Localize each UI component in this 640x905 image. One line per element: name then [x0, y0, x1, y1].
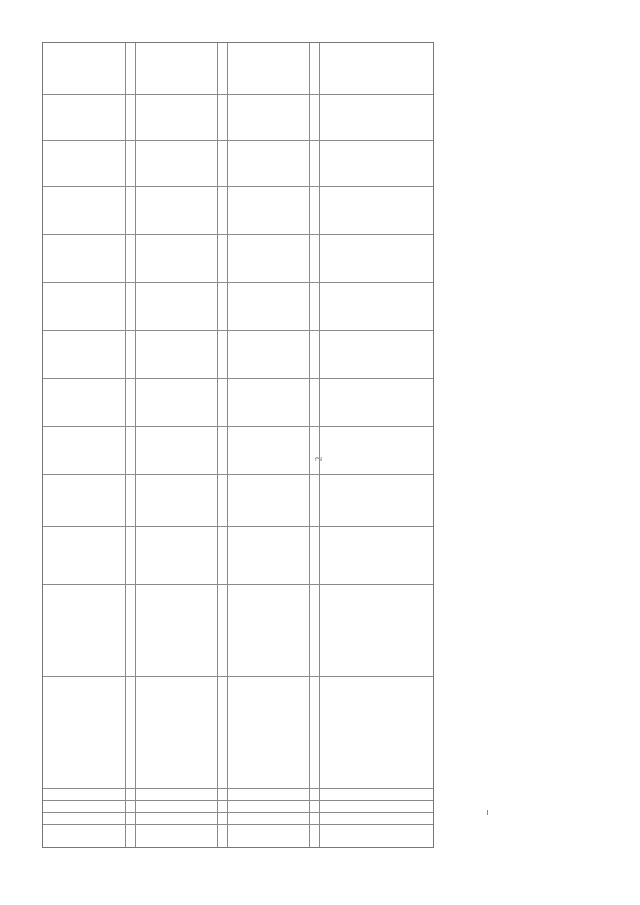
row-rule — [319, 43, 320, 847]
data-table-rotated — [42, 42, 434, 848]
indicator-cell — [230, 589, 306, 675]
note-cell — [46, 45, 122, 139]
note-cell — [230, 45, 306, 139]
scan-mark — [487, 810, 488, 815]
row-rule — [309, 43, 310, 847]
activity-cell — [138, 681, 214, 787]
column-rule — [43, 676, 433, 677]
column-rule — [43, 378, 433, 379]
column-rule — [43, 526, 433, 527]
column-rule — [43, 788, 433, 789]
page-number: 2 — [313, 456, 324, 462]
row-rule — [227, 43, 228, 847]
note-cell — [322, 45, 398, 139]
row-rule — [135, 43, 136, 847]
indicator-cell — [46, 589, 122, 675]
column-rule — [43, 812, 433, 813]
row-rule — [217, 43, 218, 847]
column-rule — [43, 824, 433, 825]
row-rule — [125, 43, 126, 847]
activity-cell — [46, 681, 122, 787]
activity-cell — [230, 681, 306, 787]
activity-cell — [322, 681, 398, 787]
column-rule — [43, 140, 433, 141]
column-rule — [43, 330, 433, 331]
data-table — [42, 42, 434, 848]
note-cell — [138, 45, 214, 139]
indicator-cell — [138, 589, 214, 675]
column-rule — [43, 186, 433, 187]
column-rule — [43, 474, 433, 475]
column-rule — [43, 282, 433, 283]
column-rule — [43, 800, 433, 801]
column-rule — [43, 426, 433, 427]
column-rule — [43, 234, 433, 235]
indicator-cell — [322, 589, 398, 675]
column-rule — [43, 584, 433, 585]
